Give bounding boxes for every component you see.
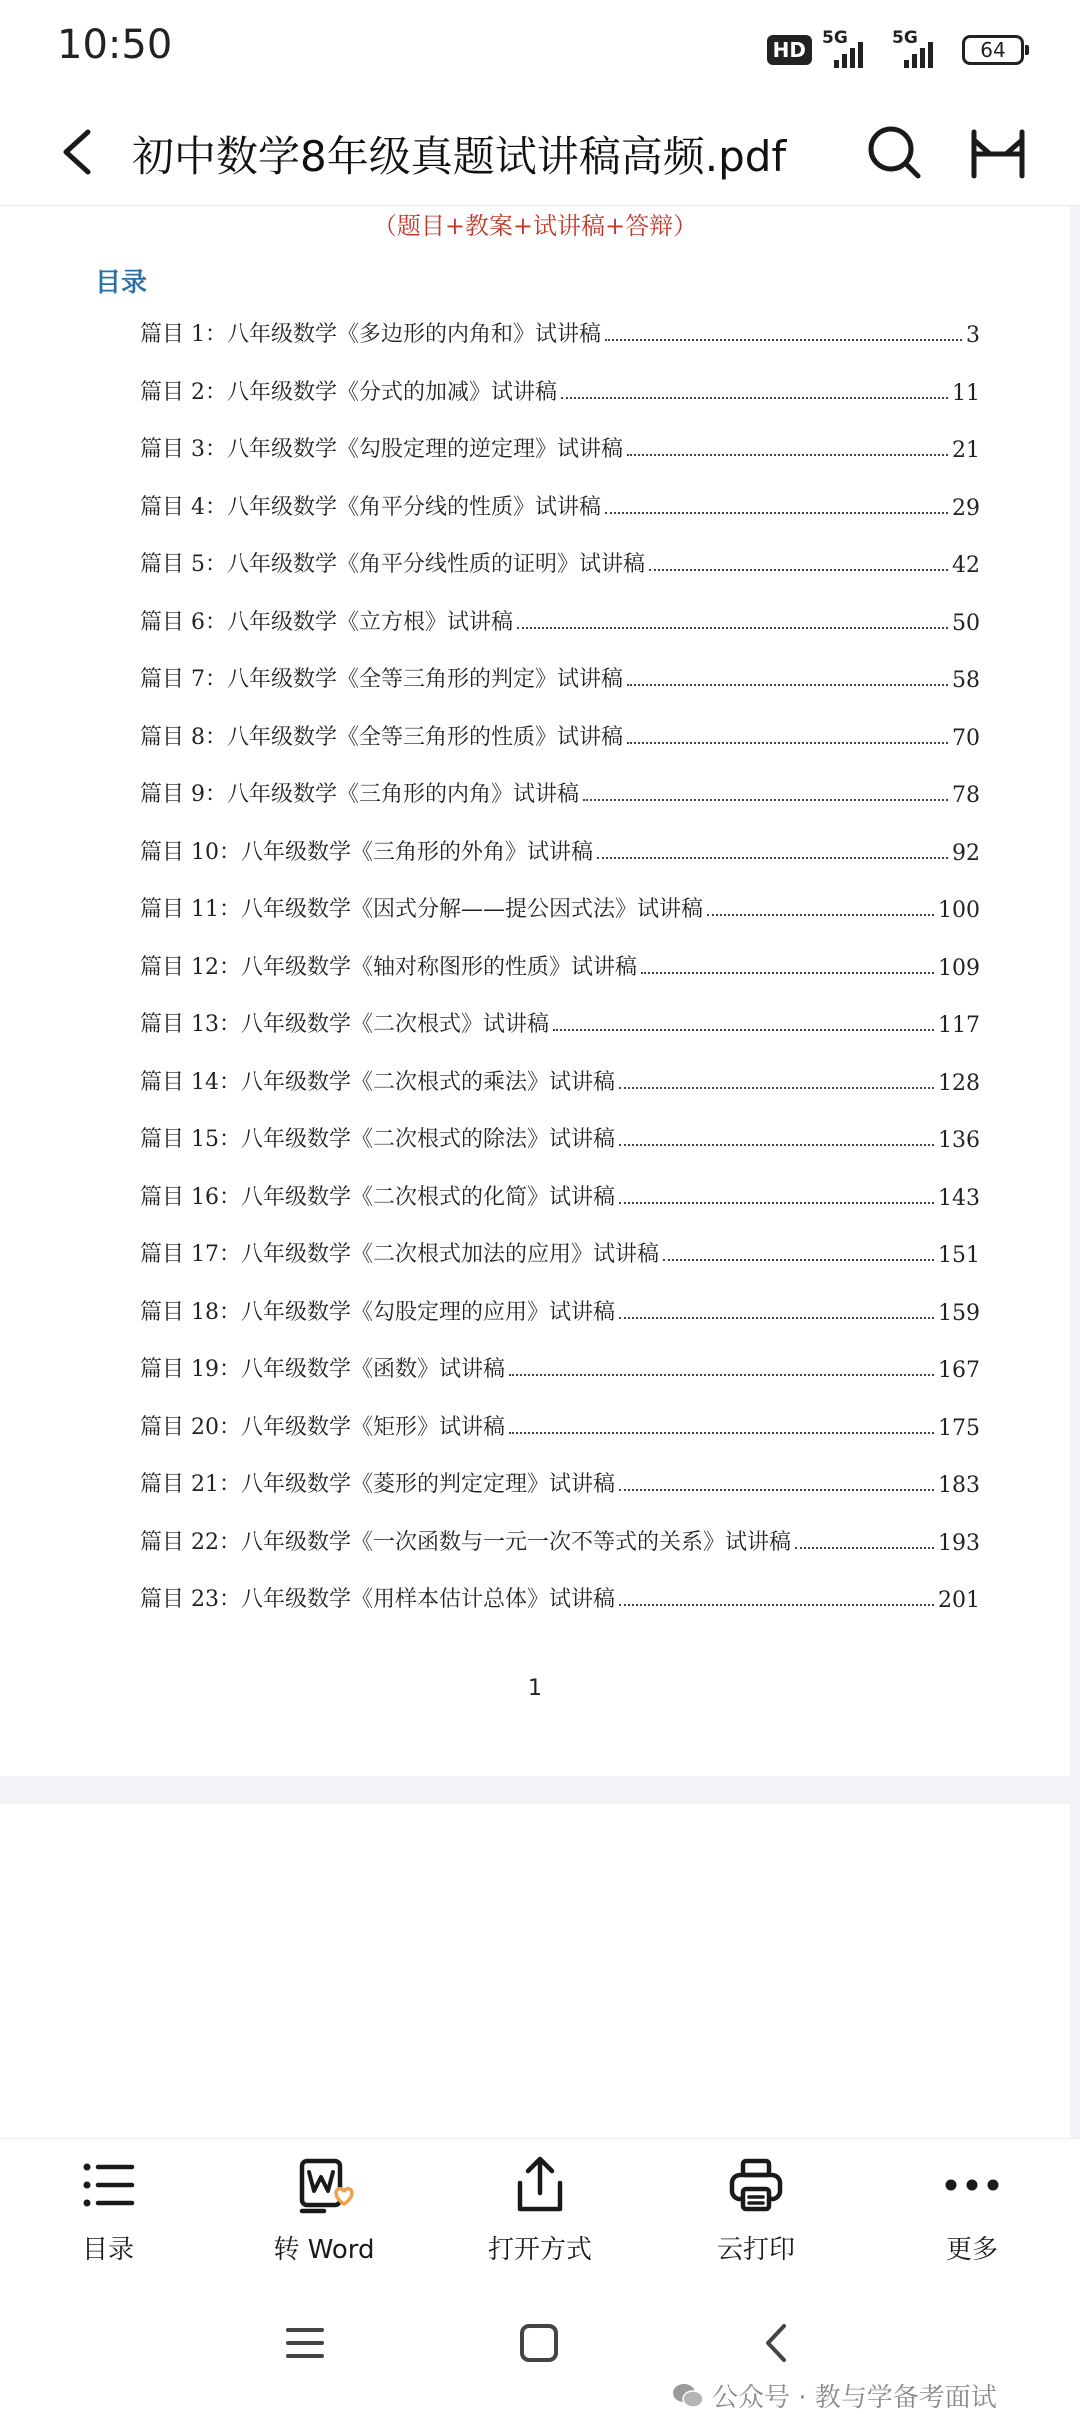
more-dots-icon — [942, 2155, 1002, 2215]
toc-dot-leader — [561, 397, 948, 399]
toc-dot-leader — [627, 454, 948, 456]
search-button[interactable] — [862, 120, 926, 184]
toc-entry[interactable] — [140, 1292, 980, 1326]
more-button[interactable] — [892, 2155, 1052, 2279]
printer-icon — [726, 2155, 786, 2215]
toc-dot-leader — [641, 972, 934, 974]
toc-entry-page: 128 — [938, 1070, 980, 1096]
toc-button-label: 目录 — [81, 2235, 134, 2265]
toc-entry[interactable] — [140, 602, 980, 636]
cloud-print-label: 云打印 — [716, 2235, 795, 2265]
toc-dot-leader — [649, 569, 948, 571]
toc-entry-title: 篇目 17：八年级数学《二次根式加法的应用》试讲稿 — [140, 1242, 659, 1267]
toc-entry-title: 篇目 21：八年级数学《菱形的判定定理》试讲稿 — [140, 1472, 615, 1497]
nav-back-button[interactable] — [752, 2318, 802, 2368]
recent-apps-button[interactable] — [280, 2318, 330, 2368]
toc-entry-title: 篇目 19：八年级数学《函数》试讲稿 — [140, 1357, 505, 1382]
toc-entry-page: 159 — [938, 1300, 980, 1326]
toc-entry[interactable] — [140, 947, 980, 981]
toc-dot-leader — [619, 1087, 934, 1089]
toc-entry-title: 篇目 15：八年级数学《二次根式的除法》试讲稿 — [140, 1127, 615, 1152]
toc-entry[interactable] — [140, 889, 980, 923]
open-with-button[interactable] — [460, 2155, 620, 2279]
cloud-print-button[interactable] — [676, 2155, 836, 2279]
toc-dot-leader — [517, 627, 948, 629]
toc-dot-leader — [795, 1547, 934, 1549]
battery-level: 64 — [980, 38, 1006, 62]
page-number: 1 — [528, 1676, 542, 1701]
search-icon — [862, 120, 926, 184]
toc-entry-page: 167 — [938, 1358, 980, 1383]
toc-entry-page: 151 — [938, 1243, 980, 1268]
document-subtitle: （题目+教案+试讲稿+答辩） — [372, 212, 698, 240]
toc-entry-title: 篇目 23：八年级数学《用样本估计总体》试讲稿 — [140, 1587, 615, 1612]
toc-entry[interactable] — [140, 1464, 980, 1498]
toc-entry-page: 3 — [966, 323, 980, 348]
signal-icon — [822, 28, 882, 68]
toc-entry-title: 篇目 13：八年级数学《二次根式》试讲稿 — [140, 1012, 549, 1037]
battery-icon — [962, 35, 1024, 65]
toc-entry-title: 篇目 6：八年级数学《立方根》试讲稿 — [140, 609, 513, 635]
convert-to-word-button[interactable] — [244, 2155, 404, 2279]
toc-entry-page: 78 — [952, 783, 980, 808]
toc-entry-title: 篇目 20：八年级数学《矩形》试讲稿 — [140, 1414, 505, 1440]
toc-entry-page: 183 — [938, 1473, 980, 1498]
toc-entry-page: 100 — [938, 898, 980, 923]
pdf-viewer[interactable] — [0, 206, 1080, 2138]
toc-entry[interactable] — [140, 717, 980, 751]
chevron-left-icon — [752, 2318, 802, 2368]
toc-entry-title: 篇目 2：八年级数学《分式的加减》试讲稿 — [140, 379, 557, 405]
toc-dot-leader — [605, 339, 962, 341]
toc-entry-page: 193 — [938, 1530, 980, 1556]
toc-dot-leader — [583, 799, 948, 801]
toc-entry-page: 58 — [952, 668, 980, 693]
toc-entry-page: 109 — [938, 955, 980, 981]
share-icon — [510, 2155, 570, 2215]
top-app-bar — [0, 100, 1080, 206]
toc-entry[interactable] — [140, 1004, 980, 1038]
chevron-left-icon — [52, 122, 108, 182]
toc-entry[interactable] — [140, 372, 980, 406]
toc-entry-title: 篇目 12：八年级数学《轴对称图形的性质》试讲稿 — [140, 954, 637, 980]
toc-entry-title: 篇目 1：八年级数学《多边形的内角和》试讲稿 — [140, 322, 601, 347]
toc-entry[interactable] — [140, 429, 980, 463]
watermark-text: 公众号 · 教与学备考面试 — [712, 2383, 997, 2413]
toc-entry[interactable] — [140, 1062, 980, 1096]
toc-entry-title: 篇目 14：八年级数学《二次根式的乘法》试讲稿 — [140, 1069, 615, 1095]
convert-to-word-label: 转 Word — [273, 2235, 375, 2265]
toc-entry-title: 篇目 4：八年级数学《角平分线的性质》试讲稿 — [140, 494, 601, 520]
toc-entry[interactable] — [140, 314, 980, 348]
bottom-toolbar — [0, 2138, 1080, 2289]
toc-dot-leader — [619, 1317, 934, 1319]
list-icon — [78, 2155, 138, 2215]
wechat-icon — [672, 2382, 704, 2410]
toc-entry-title: 篇目 11：八年级数学《因式分解——提公因式法》试讲稿 — [140, 897, 703, 922]
menu-icon — [966, 122, 1030, 186]
toc-dot-leader — [663, 1259, 934, 1261]
toc-heading: 目录 — [95, 268, 148, 298]
menu-lines-icon — [280, 2318, 330, 2368]
toc-entry-page: 29 — [952, 495, 980, 521]
toc-entry-title: 篇目 7：八年级数学《全等三角形的判定》试讲稿 — [140, 667, 623, 692]
toc-entry-title: 篇目 18：八年级数学《勾股定理的应用》试讲稿 — [140, 1299, 615, 1325]
toc-entry-page: 117 — [938, 1013, 980, 1038]
hd-badge: HD — [767, 35, 812, 65]
toc-entry[interactable] — [140, 1407, 980, 1441]
status-time: 10:50 — [57, 22, 173, 68]
toc-entry-page: 21 — [952, 438, 980, 463]
word-convert-icon — [294, 2155, 354, 2215]
toc-entry-page: 11 — [952, 380, 980, 406]
pdf-page — [0, 1804, 1070, 2138]
toc-entry-page: 136 — [938, 1128, 980, 1153]
toc-dot-leader — [605, 512, 948, 514]
open-with-label: 打开方式 — [487, 2235, 592, 2265]
toc-entry[interactable] — [140, 1349, 980, 1383]
toc-dot-leader — [619, 1202, 934, 1204]
toc-entry-page: 143 — [938, 1185, 980, 1211]
toc-entry[interactable] — [140, 1119, 980, 1153]
toc-dot-leader — [619, 1604, 934, 1606]
toc-dot-leader — [619, 1144, 934, 1146]
toc-entry-title: 篇目 3：八年级数学《勾股定理的逆定理》试讲稿 — [140, 437, 623, 462]
network-type-label: 5G — [892, 28, 918, 48]
toc-dot-leader — [619, 1489, 934, 1491]
menu-button[interactable] — [966, 122, 1030, 186]
back-button[interactable] — [52, 122, 108, 182]
toc-entry-title: 篇目 8：八年级数学《全等三角形的性质》试讲稿 — [140, 724, 623, 750]
more-label: 更多 — [945, 2235, 998, 2265]
toc-entry-page: 42 — [952, 553, 980, 578]
square-icon — [514, 2318, 564, 2368]
toc-entry-title: 篇目 16：八年级数学《二次根式的化简》试讲稿 — [140, 1184, 615, 1210]
toc-entry[interactable] — [140, 659, 980, 693]
toc-entry-page: 70 — [952, 725, 980, 751]
toc-entry[interactable] — [140, 774, 980, 808]
toc-entry[interactable] — [140, 832, 980, 866]
network-type-label: 5G — [822, 28, 848, 48]
toc-entry-title: 篇目 22：八年级数学《一次函数与一元一次不等式的关系》试讲稿 — [140, 1529, 791, 1555]
toc-entry-page: 92 — [952, 840, 980, 866]
signal-icon — [892, 28, 952, 68]
toc-entry-page: 175 — [938, 1415, 980, 1441]
toc-entry-title: 篇目 9：八年级数学《三角形的内角》试讲稿 — [140, 782, 579, 807]
document-title: 初中数学8年级真题试讲稿高频.pdf — [132, 132, 787, 181]
toc-dot-leader — [627, 742, 948, 744]
toc-dot-leader — [707, 914, 934, 916]
status-bar — [0, 0, 1080, 100]
toc-entry-title: 篇目 10：八年级数学《三角形的外角》试讲稿 — [140, 839, 593, 865]
toc-dot-leader — [553, 1029, 934, 1031]
toc-dot-leader — [597, 857, 948, 859]
watermark — [672, 2377, 997, 2414]
toc-entry[interactable] — [140, 1522, 980, 1556]
status-icons — [767, 30, 1024, 70]
toc-entry-title: 篇目 5：八年级数学《角平分线性质的证明》试讲稿 — [140, 552, 645, 577]
toc-entry[interactable] — [140, 1177, 980, 1211]
toc-button[interactable] — [28, 2155, 188, 2279]
pdf-page — [0, 206, 1070, 1776]
toc-entry[interactable] — [140, 544, 980, 578]
toc-entry[interactable] — [140, 487, 980, 521]
toc-dot-leader — [509, 1374, 934, 1376]
home-button[interactable] — [514, 2318, 564, 2368]
toc-entry[interactable] — [140, 1234, 980, 1268]
toc-entry[interactable] — [140, 1579, 980, 1613]
toc-dot-leader — [627, 684, 948, 686]
toc-entry-page: 201 — [938, 1588, 980, 1613]
toc-dot-leader — [509, 1432, 934, 1434]
toc-entry-page: 50 — [952, 610, 980, 636]
